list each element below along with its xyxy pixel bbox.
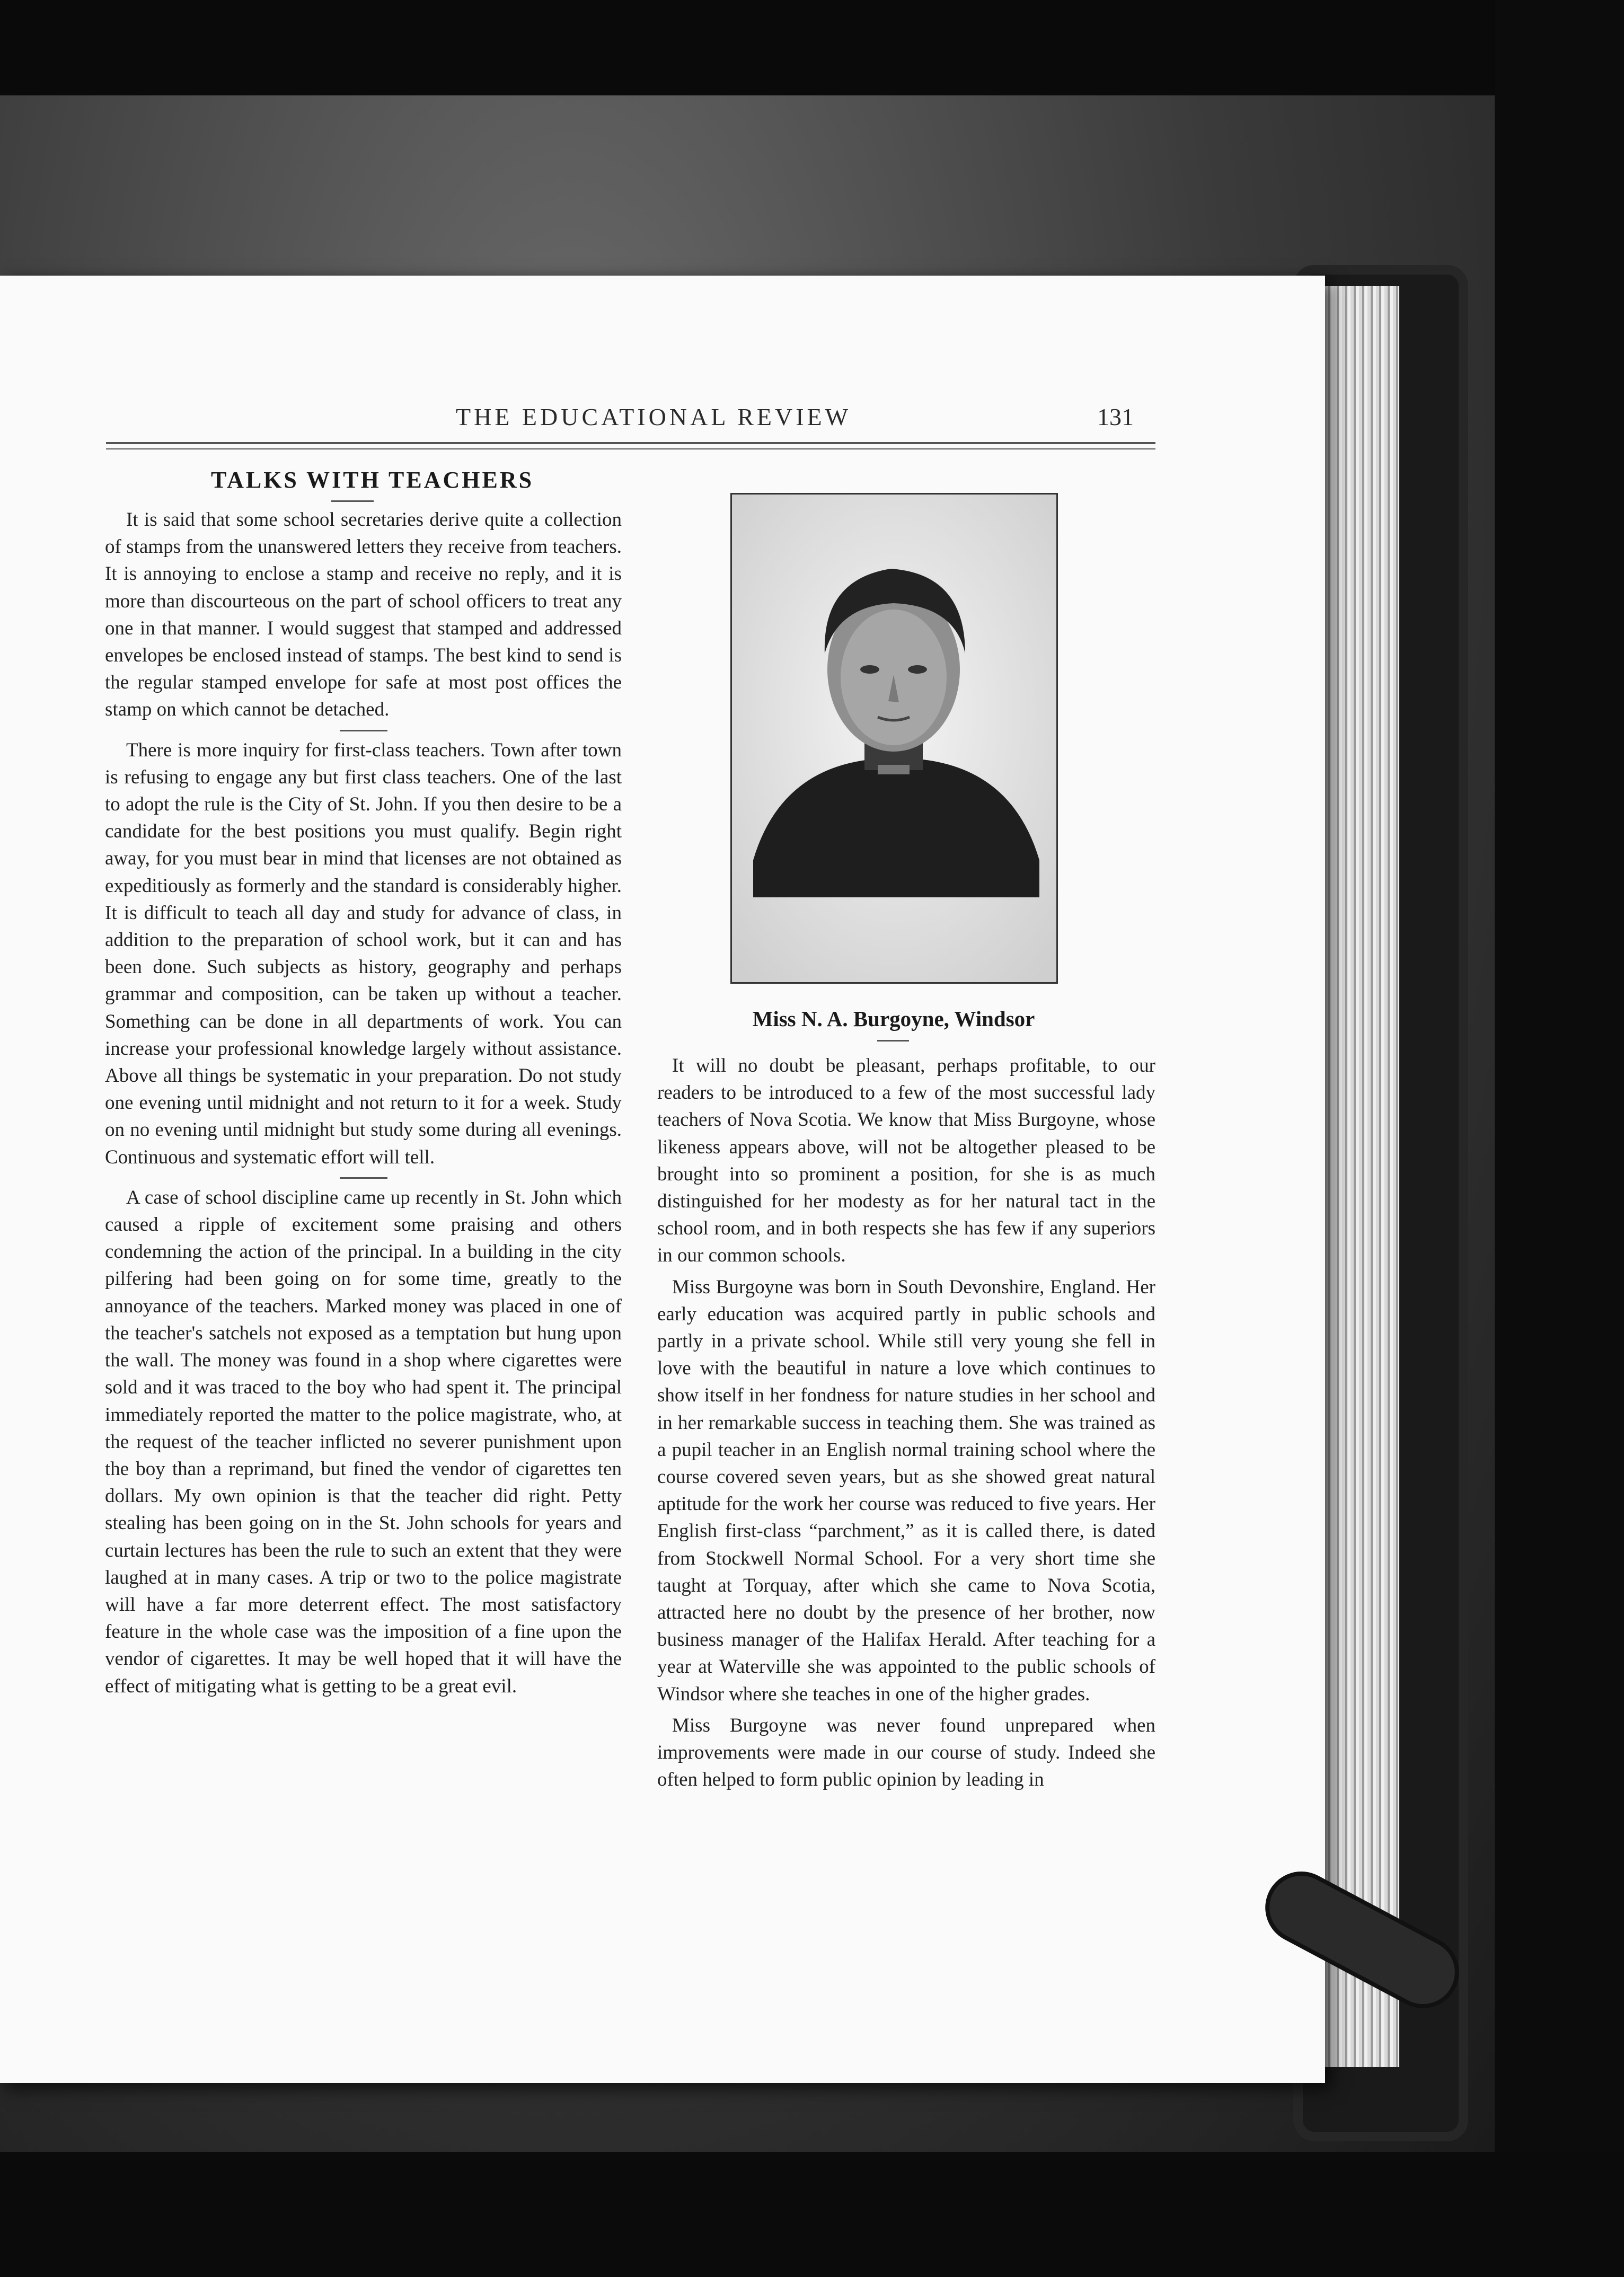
section-divider (340, 1177, 387, 1179)
paragraph-course-of-study: Miss Burgoyne was never found unprepared when improvements were made in our course of study. Indeed she often helped to form public opinion by leading in (657, 1714, 1155, 1791)
page-edges (1325, 286, 1399, 2067)
header-rule-thin (106, 448, 1155, 449)
portrait-photo (730, 493, 1058, 984)
caption-rule (877, 1040, 909, 1042)
paragraph-first-class: There is more inquiry for first-class teachers. Town after town is refusing to engage any but first class teachers. One of the last to adopt the rule is the City of St. John. If you then desire to be a candidate for the best positions you must qualify. Begin right away, for you must bear in mind that licenses are not obtained as expeditiously as formerly and the standard is considerably higher. It is difficult to teach all day and study for advance of class, in addition to the preparation of school work, but it can and has been done. Such subjects as history, geography and perhaps grammar and composition, can be taken up without a teacher. Something can be done in all departments of work. You can increase your professional knowledge largely without assistance. Above all things be systematic in your preparation. Do not study one evening until midnight and not return to it for a week. Study on no evening until midnight but study some during all evenings. Continuous and systematic effort will tell. (105, 739, 622, 1168)
portrait-caption: Miss N. A. Burgoyne, Windsor (752, 1007, 1035, 1031)
paragraph-stamps: It is said that some school secretaries derive quite a collection of stamps from the unanswered letters they receive from teachers. It is annoying to enclose a stamp and receive no reply, and it is more than discourteous on the part of school officers to treat any one in that manner. I would suggest that stamped and addressed envelopes be enclosed instead of stamps. The best kind to send is the regular stamped envelope for safe at most post offices the stamp on which cannot be detached. (105, 509, 622, 721)
paragraph-discipline: A case of school discipline came up recently in St. John which caused a ripple of excitement some praising and others condemning the action of the principal. In a building in the city pilfering had been going on for some time, greatly to the annoyance of the teachers. Marked money was placed in one of the teacher's satchels not exposed as a temptation but hung upon the wall. The money was found in a shop where cigarettes were sold and it was traced to the boy who had spent it. The principal immediately reported the matter to the police magistrate, who, at the request of the teacher inflicted no severer punishment upon the boy than a reprimand, but fined the vendor of cigarettes ten dollars. My own opinion is that the teacher did right. Petty stealing has been going on in the St. John schools for years and curtain lectures has been the rule to such an extent that they were laughed at in many cases. A trip or two to the police magistrate will have a far more deterrent effect. The most satisfactory feature in the whole case was the imposition of a fine upon the vendor of cigarettes. It may be well hoped that it will have the effect of mitigating what is getting to be a great evil. (105, 1186, 622, 1697)
dark-border-top (0, 0, 1624, 95)
header-rule (106, 442, 1155, 444)
dark-border-bottom (0, 2152, 1624, 2277)
paragraph-biography: Miss Burgoyne was born in South Devonshire, England. Her early education was acquired partly in public schools and partly in a private school. While still very young she fell in love with the beautiful in nature a love which continues to show itself in her fondness for nature studies in her school and in her remarkable success in teaching them. She was trained as a pupil teacher in an English normal training school where the course covered seven years, but as she showed great natural aptitude for the work her course was reduced to five years. Her English first-class “parchment,” as it is called there, is dated from Stockwell Normal School. For a very short time she taught at Torquay, after which she came to Nova Scotia, attracted here no doubt by the presence of her brother, now business manager of the Halifax Herald. After teaching for a year at Waterville she was appointed to the public schools of Windsor where she teaches in one of the higher grades. (657, 1276, 1155, 1705)
running-head: THE EDUCATIONAL REVIEW (456, 403, 852, 430)
paragraph-introduction: It will no doubt be pleasant, perhaps profitable, to our readers to be introduced to a few of the most successful lady teachers of Nova Scotia. We know that Miss Burgoyne, whose likeness appears above, will not be altogether pleased to be brought into so prominent a position, for she is as much distinguished for her modesty as for her natural tact in the school room, and in both respects she has few if any superiors in our common schools. (657, 1055, 1155, 1267)
section-divider (340, 730, 387, 731)
section-title: TALKS WITH TEACHERS (211, 467, 534, 493)
title-rule (331, 500, 374, 502)
page-number: 131 (1097, 403, 1134, 430)
portrait-image (732, 495, 1056, 982)
right-column (657, 1052, 1155, 1793)
left-column (105, 506, 622, 1700)
dark-border-right (1495, 0, 1624, 2277)
